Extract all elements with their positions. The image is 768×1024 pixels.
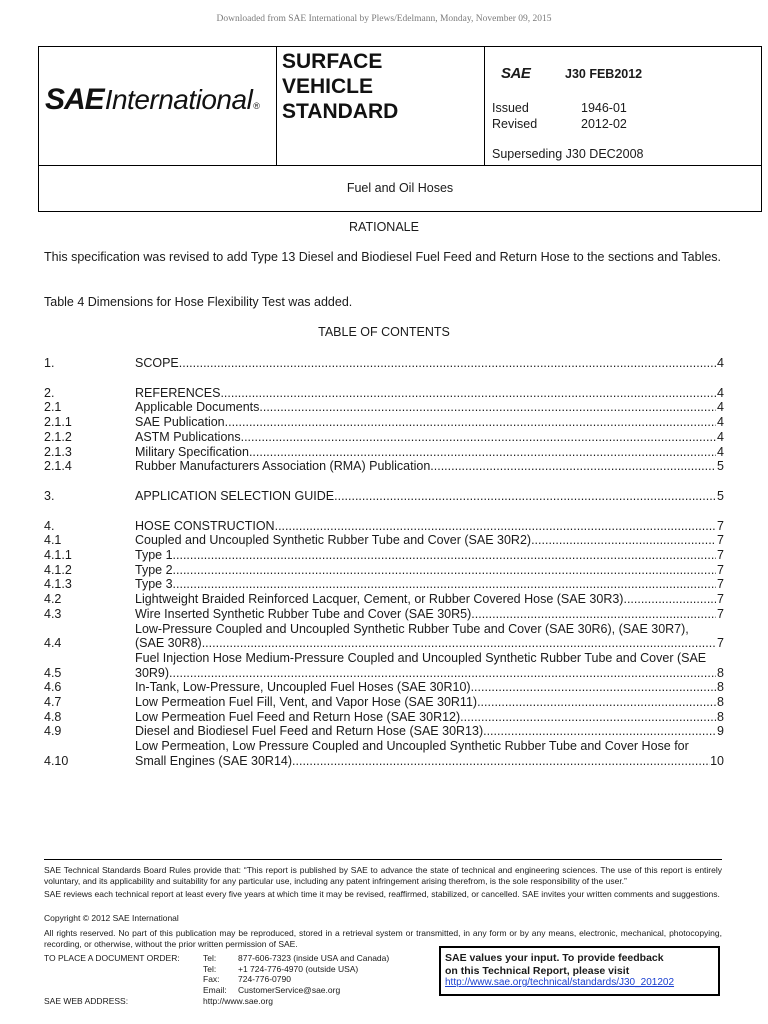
toc-entry[interactable]: [44, 739, 724, 768]
toc-leader-dots: [292, 754, 710, 769]
toc-entry-page: 5: [717, 459, 724, 474]
toc-entry-number: 4.7: [44, 695, 62, 710]
toc-entry-body: [135, 724, 724, 739]
toc-entry[interactable]: [44, 577, 724, 592]
toc-entry-body: [135, 489, 724, 504]
toc-entry-title: Low Permeation Fuel Feed and Return Hose (SAE 30R12): [135, 709, 461, 724]
toc-entry[interactable]: [44, 563, 724, 578]
rationale-heading: RATIONALE: [349, 220, 419, 234]
toc-entry-title: Low Permeation Fuel Fill, Vent, and Vapor Hose (SAE 30R11): [135, 695, 478, 710]
document-info-cell: [485, 47, 761, 165]
toc-entry[interactable]: [44, 415, 724, 430]
table-of-contents: [44, 356, 724, 769]
toc-entry-body: [135, 519, 724, 534]
toc-leader-dots: [460, 710, 716, 725]
standards-board-rules: SAE Technical Standards Board Rules provide that: “This report is published by SAE to advance the state of technical and engineering sciences. The use of this report is entirely voluntary, and its applicability and suitability for any particular use, including any patent infringement arising therefrom, is the sole responsibility of the user.”: [44, 865, 722, 886]
toc-entry-body: [135, 592, 724, 607]
toc-entry-title: APPLICATION SELECTION GUIDE: [135, 488, 335, 503]
toc-leader-dots: [220, 386, 716, 401]
toc-leader-dots: [334, 489, 716, 504]
doc-type-line-3: STANDARD: [282, 100, 399, 123]
toc-entry-title: Type 2: [135, 562, 173, 577]
toc-entry-title: Coupled and Uncoupled Synthetic Rubber Tube and Cover (SAE 30R2): [135, 533, 532, 548]
toc-entry-body: [135, 400, 724, 415]
toc-leader-dots: [259, 400, 716, 415]
toc-entry[interactable]: [44, 651, 724, 680]
toc-entry[interactable]: [44, 519, 724, 534]
toc-leader-dots: [179, 356, 716, 371]
feedback-box: [439, 946, 720, 996]
revised-label: Revised: [492, 117, 538, 131]
order-row: [44, 953, 389, 964]
contact-value: 724-776-0790: [238, 974, 291, 984]
toc-entry-title: Fuel Injection Hose Medium-Pressure Coupled and Uncoupled Synthetic Rubber Tube and Cover (SAE: [135, 650, 707, 665]
sae-logo-mark: SAE: [45, 83, 104, 116]
toc-leader-dots: [173, 548, 716, 563]
contact-value: +1 724-776-4970 (outside USA): [238, 963, 359, 974]
toc-entry-title: Small Engines (SAE 30R14): [135, 753, 293, 768]
toc-entry-title: SCOPE: [135, 356, 179, 370]
toc-entry-page: 10: [710, 753, 724, 768]
registered-mark: ®: [253, 101, 260, 111]
toc-entry-title: Applicable Documents: [135, 400, 260, 415]
toc-entry-page: 5: [717, 488, 724, 503]
issued-row: [492, 101, 627, 115]
toc-leader-dots: [249, 445, 716, 460]
toc-leader-dots: [202, 636, 716, 651]
order-label: TO PLACE A DOCUMENT ORDER:: [44, 953, 180, 963]
issued-label: Issued: [492, 101, 529, 115]
toc-entry[interactable]: [44, 622, 724, 651]
toc-entry[interactable]: [44, 548, 724, 563]
toc-entry-body: [135, 622, 724, 651]
toc-entry-body: [135, 356, 724, 371]
toc-entry-number: 1.: [44, 356, 55, 370]
issued-value: 1946-01: [581, 101, 627, 115]
document-type-cell: [277, 47, 485, 165]
toc-entry-title: In-Tank, Low-Pressure, Uncoupled Fuel Hoses (SAE 30R10): [135, 680, 471, 695]
toc-entry-title: Wire Inserted Synthetic Rubber Tube and Cover (SAE 30R5): [135, 606, 472, 621]
toc-entry-body: [135, 739, 724, 768]
contact-label: Email:: [203, 984, 227, 995]
toc-entry-body: [135, 445, 724, 460]
toc-entry-page: 4: [717, 444, 724, 459]
toc-entry-body: [135, 710, 724, 725]
web-address-row: [44, 996, 273, 1007]
toc-entry-body: [135, 459, 724, 474]
revised-row: [492, 117, 627, 131]
toc-entry[interactable]: [44, 724, 724, 739]
toc-entry-page: 7: [717, 548, 724, 563]
toc-entry-title: Low-Pressure Coupled and Uncoupled Synthetic Rubber Tube and Cover (SAE 30R6), (SAE 30R7),: [135, 621, 689, 636]
toc-entry-body: [135, 695, 724, 710]
doc-type-line-2: VEHICLE: [282, 75, 374, 98]
toc-leader-dots: [275, 519, 716, 534]
web-address-link[interactable]: http://www.sae.org: [203, 996, 273, 1006]
toc-leader-dots: [471, 607, 716, 622]
toc-leader-dots: [471, 680, 716, 695]
document-subject: Fuel and Oil Hoses: [39, 165, 761, 212]
toc-entry-number: 2.1: [44, 400, 62, 415]
toc-entry-page: 4: [717, 400, 724, 415]
toc-entry-body: [135, 430, 724, 445]
toc-entry-title: HOSE CONSTRUCTION: [135, 518, 275, 533]
toc-entry-body: [135, 607, 724, 622]
toc-entry-page: 7: [717, 518, 724, 533]
toc-entry-page: 7: [717, 533, 724, 548]
toc-entry-number: 2.1.4: [44, 459, 72, 474]
toc-entry-number: 4.6: [44, 680, 62, 695]
toc-entry-title: Rubber Manufacturers Association (RMA) Publication: [135, 459, 431, 474]
toc-entry-number: 4.8: [44, 709, 62, 724]
sae-international-logo: [45, 83, 260, 117]
toc-heading: TABLE OF CONTENTS: [318, 325, 450, 339]
feedback-line-2: on this Technical Report, please visit: [445, 964, 630, 977]
toc-entry-number: 4.1.1: [44, 548, 72, 563]
toc-entry-body: [135, 533, 724, 548]
toc-entry-number: 4.: [44, 518, 55, 533]
sae-logo-word: International: [104, 84, 253, 115]
toc-entry-title: ASTM Publications: [135, 429, 241, 444]
rationale-paragraph-2: Table 4 Dimensions for Hose Flexibility Test was added.: [44, 295, 353, 309]
toc-leader-dots: [430, 459, 716, 474]
toc-entry-number: 4.3: [44, 606, 62, 621]
rights-notice: All rights reserved. No part of this publication may be reproduced, stored in a retrieval system or transmitted, in any form or by any means, electronic, mechanical, photocopying, recording, or otherwise, without the prior written permission of SAE.: [44, 928, 722, 949]
order-row: [44, 985, 389, 996]
contact-label: Tel:: [203, 963, 217, 974]
toc-entry[interactable]: [44, 680, 724, 695]
contact-label: Tel:: [203, 953, 217, 963]
toc-entry[interactable]: [44, 489, 724, 504]
toc-leader-dots: [477, 695, 716, 710]
toc-entry-number: 4.1: [44, 533, 62, 548]
contact-label: Fax:: [203, 974, 220, 984]
toc-entry[interactable]: [44, 445, 724, 460]
footer-divider: [44, 859, 722, 860]
toc-entry-number: 4.5: [44, 665, 62, 680]
document-number: J30 FEB2012: [565, 67, 643, 81]
web-address-label: SAE WEB ADDRESS:: [44, 996, 129, 1006]
toc-entry[interactable]: [44, 356, 724, 371]
toc-entry-number: 3.: [44, 488, 55, 503]
toc-entry-body: [135, 680, 724, 695]
toc-leader-dots: [483, 724, 716, 739]
toc-entry-page: 4: [717, 385, 724, 400]
toc-entry-title: 30R9): [135, 665, 170, 680]
toc-entry-body: [135, 651, 724, 680]
rationale-paragraph-1: This specification was revised to add Type 13 Diesel and Biodiesel Fuel Feed and Return Hose to the sections and Tables.: [44, 250, 722, 264]
toc-entry[interactable]: [44, 533, 724, 548]
toc-entry-page: 4: [717, 429, 724, 444]
toc-entry-page: 8: [717, 709, 724, 724]
toc-entry-number: 2.1.3: [44, 444, 72, 459]
contact-value: 877-606-7323 (inside USA and Canada): [238, 953, 390, 963]
toc-entry-body: [135, 386, 724, 401]
copyright-notice: Copyright © 2012 SAE International: [44, 913, 179, 923]
doc-type-line-1: SURFACE: [282, 50, 383, 73]
download-note: Downloaded from SAE International by Plews/Edelmann, Monday, November 09, 2015: [216, 14, 552, 24]
contact-email[interactable]: CustomerService@sae.org: [238, 984, 341, 995]
toc-entry-number: 2.1.1: [44, 415, 72, 430]
toc-leader-dots: [173, 563, 716, 578]
toc-entry-body: [135, 415, 724, 430]
toc-entry-title: (SAE 30R8): [135, 636, 202, 651]
toc-entry-number: 2.: [44, 385, 55, 400]
revised-value: 2012-02: [581, 117, 627, 131]
toc-leader-dots: [225, 415, 716, 430]
toc-entry[interactable]: [44, 607, 724, 622]
toc-entry-title: Low Permeation, Low Pressure Coupled and Uncoupled Synthetic Rubber Tube and Cover Hose for: [135, 739, 689, 754]
toc-entry-page: 7: [717, 636, 724, 651]
toc-entry-number: 4.10: [44, 753, 69, 768]
toc-entry-title: SAE Publication: [135, 415, 225, 430]
toc-entry-body: [135, 548, 724, 563]
toc-entry[interactable]: [44, 695, 724, 710]
feedback-line-1: SAE values your input. To provide feedback: [445, 952, 664, 964]
toc-entry-body: [135, 563, 724, 578]
toc-entry-page: 7: [717, 577, 724, 592]
review-notice: SAE reviews each technical report at least every five years at which time it may be revised, reaffirmed, stabilized, or cancelled. SAE invites your written comments and suggestions.: [44, 889, 720, 899]
toc-entry-page: 4: [717, 415, 724, 430]
toc-entry-page: 7: [717, 562, 724, 577]
toc-entry-page: 8: [717, 680, 724, 695]
document-header: [38, 46, 762, 212]
toc-entry-number: 4.4: [44, 636, 62, 651]
feedback-link[interactable]: http://www.sae.org/technical/standards/J30_201202: [445, 977, 675, 988]
toc-leader-dots: [169, 666, 716, 681]
toc-entry-number: 4.2: [44, 592, 62, 607]
toc-entry-body: [135, 577, 724, 592]
toc-entry-page: 8: [717, 665, 724, 680]
toc-entry[interactable]: [44, 710, 724, 725]
toc-leader-dots: [241, 430, 716, 445]
toc-entry[interactable]: [44, 430, 724, 445]
toc-entry-number: 4.9: [44, 724, 62, 739]
toc-entry[interactable]: [44, 592, 724, 607]
toc-entry[interactable]: [44, 400, 724, 415]
toc-entry[interactable]: [44, 386, 724, 401]
toc-entry-title: Military Specification: [135, 444, 249, 459]
toc-entry-title: Diesel and Biodiesel Fuel Feed and Return Hose (SAE 30R13): [135, 724, 484, 739]
toc-leader-dots: [531, 533, 716, 548]
toc-entry-title: Type 3: [135, 577, 173, 592]
toc-entry-page: 7: [717, 592, 724, 607]
toc-entry-number: 4.1.3: [44, 577, 72, 592]
toc-entry-number: 2.1.2: [44, 429, 72, 444]
logo-cell: [39, 47, 277, 165]
order-row: [44, 974, 389, 985]
toc-entry[interactable]: [44, 459, 724, 474]
order-contact-table: [44, 953, 389, 995]
superseding-note: Superseding J30 DEC2008: [492, 147, 644, 161]
order-row: [44, 964, 389, 975]
sae-small-logo: SAE: [501, 65, 531, 82]
toc-entry-page: 7: [717, 606, 724, 621]
toc-entry-title: Lightweight Braided Reinforced Lacquer, Cement, or Rubber Covered Hose (SAE 30R3): [135, 592, 624, 607]
toc-entry-title: REFERENCES: [135, 385, 221, 400]
toc-leader-dots: [623, 592, 716, 607]
toc-entry-number: 4.1.2: [44, 562, 72, 577]
toc-leader-dots: [173, 577, 716, 592]
toc-entry-page: 9: [717, 724, 724, 739]
toc-entry-title: Type 1: [135, 548, 173, 563]
toc-entry-page: 8: [717, 695, 724, 710]
toc-entry-page: 4: [717, 356, 724, 370]
